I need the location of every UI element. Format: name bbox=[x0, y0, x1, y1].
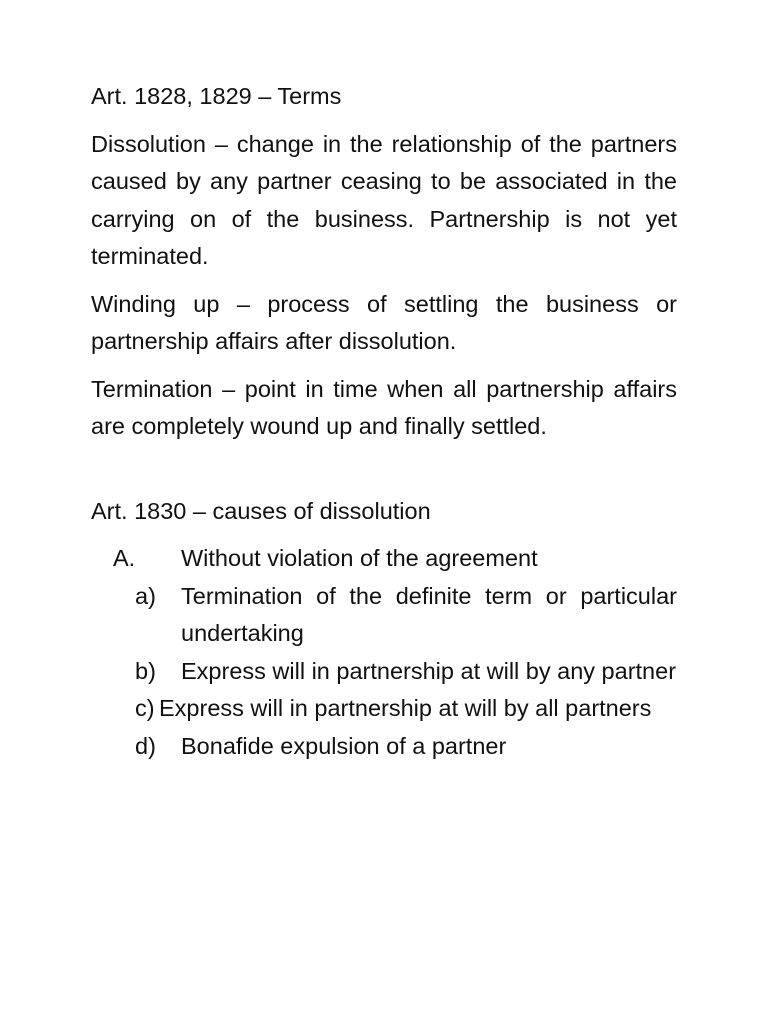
cause-sub-list bbox=[91, 578, 677, 766]
definition-winding-up: Winding up – process of settling the business or partnership affairs after dissolution. bbox=[91, 290, 677, 354]
list-item-text: Express will in partnership at will by all partners bbox=[159, 695, 652, 721]
section-heading-causes: Art. 1830 – causes of dissolution bbox=[91, 497, 431, 524]
list-item-marker: a) bbox=[135, 582, 156, 609]
definition-dissolution: Dissolution – change in the relationship of the partners caused by any partner ceasing to be associated in the carrying on of the business. Partnership is not yet terminated. bbox=[91, 130, 677, 269]
document-content bbox=[91, 78, 677, 765]
definition-termination: Termination – point in time when all partnership affairs are completely wound up and finally settled. bbox=[91, 375, 677, 439]
list-item-text: Bonafide expulsion of a partner bbox=[181, 732, 507, 759]
section-heading-terms: Art. 1828, 1829 – Terms bbox=[91, 83, 342, 109]
list-item bbox=[135, 578, 677, 653]
list-item-text: Express will in partnership at will by any partner bbox=[181, 657, 677, 684]
list-item-marker: b) bbox=[135, 657, 156, 684]
section-spacer bbox=[91, 456, 677, 493]
list-item bbox=[135, 653, 677, 691]
list-item-text: Termination of the definite term or particular undertaking bbox=[181, 582, 677, 646]
cause-group-a-heading bbox=[113, 540, 677, 578]
cause-group-a-marker: A. bbox=[113, 545, 136, 571]
cause-group-a-title: Without violation of the agreement bbox=[181, 545, 538, 571]
list-item-marker: c) bbox=[135, 695, 155, 721]
list-item bbox=[135, 690, 677, 728]
cause-group-a bbox=[91, 540, 677, 765]
list-item bbox=[135, 728, 677, 766]
list-item-marker: d) bbox=[135, 732, 156, 759]
